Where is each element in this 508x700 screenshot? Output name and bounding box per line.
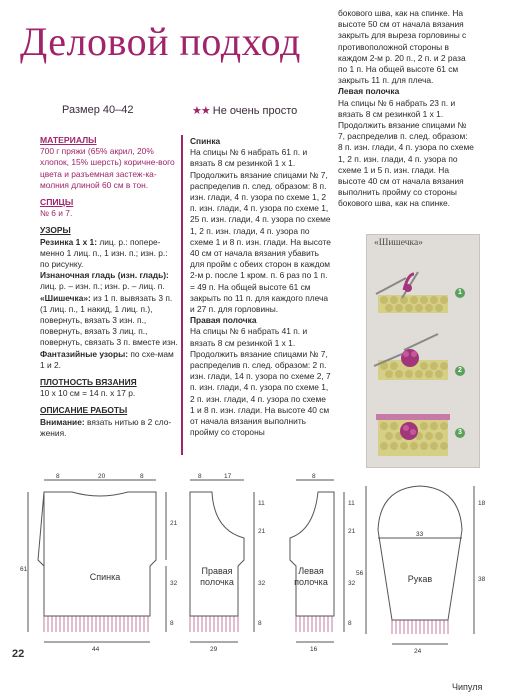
right-dim-top-left: 8 bbox=[198, 473, 202, 480]
bobble-panel-title: «Шишечка» bbox=[374, 238, 423, 248]
work-heading: ОПИСАНИЕ РАБОТЫ bbox=[40, 405, 128, 416]
gauge-heading: ПЛОТНОСТЬ ВЯЗАНИЯ bbox=[40, 377, 137, 388]
right-front-label: Правая полочка bbox=[200, 566, 234, 587]
difficulty-stars: ★★ bbox=[192, 105, 210, 117]
fancy-pattern: Фантазийные узоры: по схе-мам 1 и 2. bbox=[40, 348, 174, 370]
step-badge-1: 1 bbox=[455, 288, 465, 298]
right-front-heading: Правая полочка bbox=[190, 315, 257, 326]
back-dim-body: 32 bbox=[170, 580, 178, 587]
right-dim-width: 29 bbox=[210, 646, 218, 653]
continued-text: бокового шва, как на спинке. На высоте 50 см от начала вязания закрыть для выреза горловины с противоположной стороны в каждом 2-м р. 20 п., 2 п. и 2 раза по 1 п. На общей высоте 61 см закрыть 11 п. для плеча. bbox=[338, 8, 467, 86]
bobble-step-2 bbox=[374, 334, 448, 380]
sleeve-dim-cuff: 24 bbox=[414, 648, 422, 655]
stockinette-pattern: Изнаночная гладь (изн. гладь): лиц. р. – изн. п.; изн. р. – лиц. п. bbox=[40, 270, 169, 292]
bobble-step-3 bbox=[376, 414, 450, 456]
sleeve-schematic bbox=[366, 486, 474, 644]
watermark: Чипуля bbox=[452, 682, 483, 692]
back-dim-shoulder-left: 8 bbox=[56, 473, 60, 480]
bump-pattern: «Шишечка»: из 1 п. вывязать 3 п. (1 лиц. п., 1 накид, 1 лиц. п.), повернуть, вязать 3 изн. п., повернуть, вязать 3 лиц. п., повернуть, связать 3 п. вместе изн. bbox=[40, 292, 178, 348]
materials-heading: МАТЕРИАЛЫ bbox=[40, 135, 97, 145]
back-dim-height: 61 bbox=[20, 566, 28, 573]
difficulty-info bbox=[192, 104, 297, 117]
column-divider bbox=[181, 135, 183, 455]
left-front-label: Левая полочка bbox=[294, 566, 328, 587]
back-schematic bbox=[28, 480, 166, 642]
right-dim-armhole: 21 bbox=[258, 528, 266, 535]
right-dim-top-right: 17 bbox=[224, 473, 232, 480]
back-text: На спицы № 6 набрать 61 п. и вязать 8 см резинкой 1 x 1. Продолжить вязание спицами № 7, распределив п. след. образом: 8 п. изн. глади, 4 п. узора по схеме 1, 2 п. изн. глади, 4 п. узора по схеме 1, 25 п. изн. глади, 4 п. узора по схеме 1, 2 п. изн. глади, 4 п. узора по схеме 1 и 8 п. изн. глади. На высоте 40 см от начала вязания убавить для пройм с обеих сторон в каждом 2-м р. после 1 кром. п. 6 раз по 1 п. = 49 п. На общей высоте 61 см закрыть по 11 п. для каждого плеча и 27 п. для горловины. bbox=[190, 147, 331, 315]
back-dim-rib: 8 bbox=[170, 620, 174, 627]
size-info: Размер 40–42 bbox=[62, 104, 134, 116]
materials-text: 700 г пряжи (65% акрил, 20% хлопок, 15% шерсть) коричне-вого цвета и разъемная застеж-ка-молния длиной 60 см в тон. bbox=[40, 146, 175, 190]
left-front-schematic bbox=[290, 480, 344, 642]
gauge-text: 10 x 10 см = 14 п. x 17 р. bbox=[40, 388, 136, 399]
sleeve-dim-length: 56 bbox=[356, 570, 364, 577]
left-dim-body: 32 bbox=[348, 580, 356, 587]
left-dim-neck: 11 bbox=[348, 500, 355, 507]
sleeve-dim-arm: 38 bbox=[478, 576, 486, 583]
step-badge-3: 3 bbox=[455, 428, 465, 438]
left-dim-armhole: 21 bbox=[348, 528, 356, 535]
right-front-text: На спицы № 6 набрать 41 п. и вязать 8 см резинкой 1 x 1. Продолжить вязание спицами № 7, распределив п. след. образом: 2 п. изн. глади, 14 п. узора по схеме 2, 7 п. изн. глади, 4 п. узора по схеме 1, 2 п. изн. глади, 4 п. узора по схеме 1 и 8 п. изн. глади. На высоте 40 см от начала вязания выполнить пройму со стороны bbox=[190, 326, 331, 438]
left-dim-top: 8 bbox=[312, 473, 316, 480]
work-note: Внимание: вязать нитью в 2 сло-жения. bbox=[40, 416, 172, 438]
patterns-heading: УЗОРЫ bbox=[40, 225, 71, 236]
rib-pattern: Резинка 1 x 1: лиц. р.: попере-менно 1 лиц. п., 1 изн. п.; изн. р.: по рисунку. bbox=[40, 236, 168, 270]
page-number: 22 bbox=[12, 648, 25, 660]
sleeve-label: Рукав bbox=[407, 574, 433, 584]
back-instructions-column bbox=[190, 136, 331, 438]
left-dim-rib: 8 bbox=[348, 620, 352, 627]
back-label: Спинка bbox=[89, 572, 121, 582]
sleeve-dim-cap-height: 18 bbox=[478, 500, 486, 507]
step-badge-2: 2 bbox=[455, 366, 465, 376]
page-title: Деловой подход bbox=[20, 19, 301, 64]
left-dim-width: 16 bbox=[310, 646, 318, 653]
right-front-schematic bbox=[190, 480, 254, 642]
left-front-heading: Левая полочка bbox=[338, 86, 400, 97]
back-dim-neck: 20 bbox=[98, 473, 106, 480]
front-instructions-column bbox=[338, 8, 474, 210]
needles-heading: СПИЦЫ bbox=[40, 197, 74, 208]
back-heading: Спинка bbox=[190, 136, 221, 146]
right-dim-neck: 11 bbox=[258, 500, 265, 507]
needles-text: № 6 и 7. bbox=[40, 208, 73, 219]
difficulty-text: Не очень просто bbox=[212, 105, 298, 117]
left-front-text: На спицы № 6 набрать 23 п. и вязать 8 см резинкой 1 x 1. Продолжить вязание спицами № 7, распределив п. след. образом: 8 п. изн. глади, 4 п. узора по схеме 1, 2 п. изн. глади, 4 п. узора по схеме 1 и 5 п. изн. глади. На высоте 40 см от начала вязания выполнить пройму со стороны бокового шва, как на спинке. bbox=[338, 97, 474, 209]
sleeve-dim-cap-width: 33 bbox=[416, 531, 424, 538]
back-dim-armhole: 21 bbox=[170, 520, 178, 527]
right-dim-body: 32 bbox=[258, 580, 266, 587]
garment-schematics bbox=[0, 470, 508, 670]
back-dim-width: 44 bbox=[92, 646, 100, 653]
back-dim-shoulder-right: 8 bbox=[140, 473, 144, 480]
materials-column bbox=[40, 135, 178, 439]
bobble-step-1 bbox=[376, 272, 448, 313]
right-dim-rib: 8 bbox=[258, 620, 262, 627]
